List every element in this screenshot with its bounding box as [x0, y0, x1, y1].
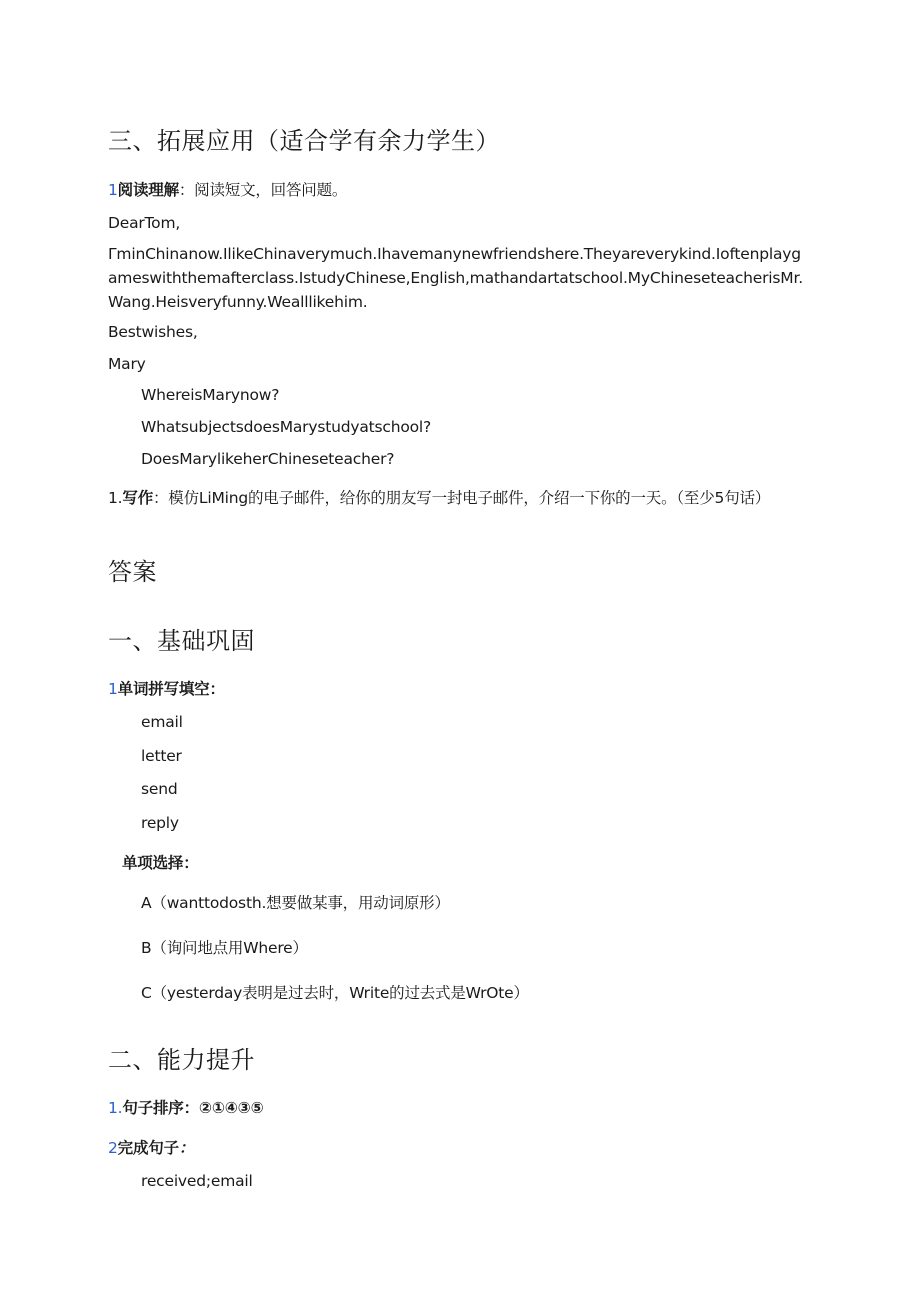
question-item: WhereisMarynow? [141, 386, 280, 404]
reading-instruction [108, 178, 347, 200]
ordering-number: 1. [108, 1099, 123, 1117]
spelling-heading [108, 677, 225, 699]
reading-number: 1 [108, 181, 118, 199]
completion-colon: ： [178, 1139, 195, 1157]
ordering-answer [108, 1096, 264, 1118]
choice-answer: B（询问地点用Where） [141, 939, 308, 957]
reading-label: 阅读理解 [117, 181, 179, 199]
question-item: WhatsubjectsdoesMarystudyatschool? [141, 418, 432, 436]
spelling-answer: email [141, 713, 183, 731]
answers-title: 答案 [108, 558, 157, 586]
completion-number: 2 [108, 1139, 118, 1157]
letter-body-line-2: ameswiththemafterclass.IstudyChinese,English,mathandartatschool.MyChineseteacherisMr. [108, 269, 803, 287]
answers-part2-heading: 二、能力提升 [108, 1046, 255, 1074]
letter-greeting: DearTom, [108, 214, 181, 232]
spelling-answer: reply [141, 814, 179, 832]
writing-number: 1. [108, 489, 123, 507]
writing-instruction-text: ：模仿LiMing的电子邮件，给你的朋友写一封电子邮件，介绍一下你的一天。（至少5句话） [153, 489, 771, 507]
choice-answer: A（wanttodosth.想要做某事，用动词原形） [141, 894, 450, 912]
spelling-label: 单词拼写填空： [117, 680, 225, 698]
letter-body-line-1: ΓminChinanow.IlikeChinaverymuch.Ihavemanynewfriendshere.Theyareverykind.Ioftenplayg [108, 245, 801, 263]
completion-label: 完成句子 [117, 1139, 179, 1157]
spelling-answer: letter [141, 747, 182, 765]
completion-answer: received;email [141, 1172, 253, 1190]
reading-instruction-text: ：阅读短文，回答问题。 [178, 181, 348, 199]
writing-label: 写作 [122, 489, 153, 507]
letter-signature: Mary [108, 355, 146, 373]
section-heading-extension: 三、拓展应用（适合学有余力学生） [108, 127, 500, 155]
answers-part1-heading: 一、基础巩固 [108, 627, 255, 655]
choice-heading: 单项选择： [122, 854, 199, 872]
writing-instruction [108, 486, 770, 508]
letter-closing: Bestwishes, [108, 323, 198, 341]
letter-body-line-3: Wang.Heisveryfunny.Wealllikehim. [108, 293, 368, 311]
spelling-answer: send [141, 780, 178, 798]
completion-heading [108, 1136, 194, 1158]
choice-answer: C（yesterday表明是过去时，Write的过去式是WrOte） [141, 984, 529, 1002]
spelling-number: 1 [108, 680, 118, 698]
ordering-label: 句子排序：②①④③⑤ [122, 1099, 264, 1117]
question-item: DoesMarylikeherChineseteacher? [141, 450, 395, 468]
